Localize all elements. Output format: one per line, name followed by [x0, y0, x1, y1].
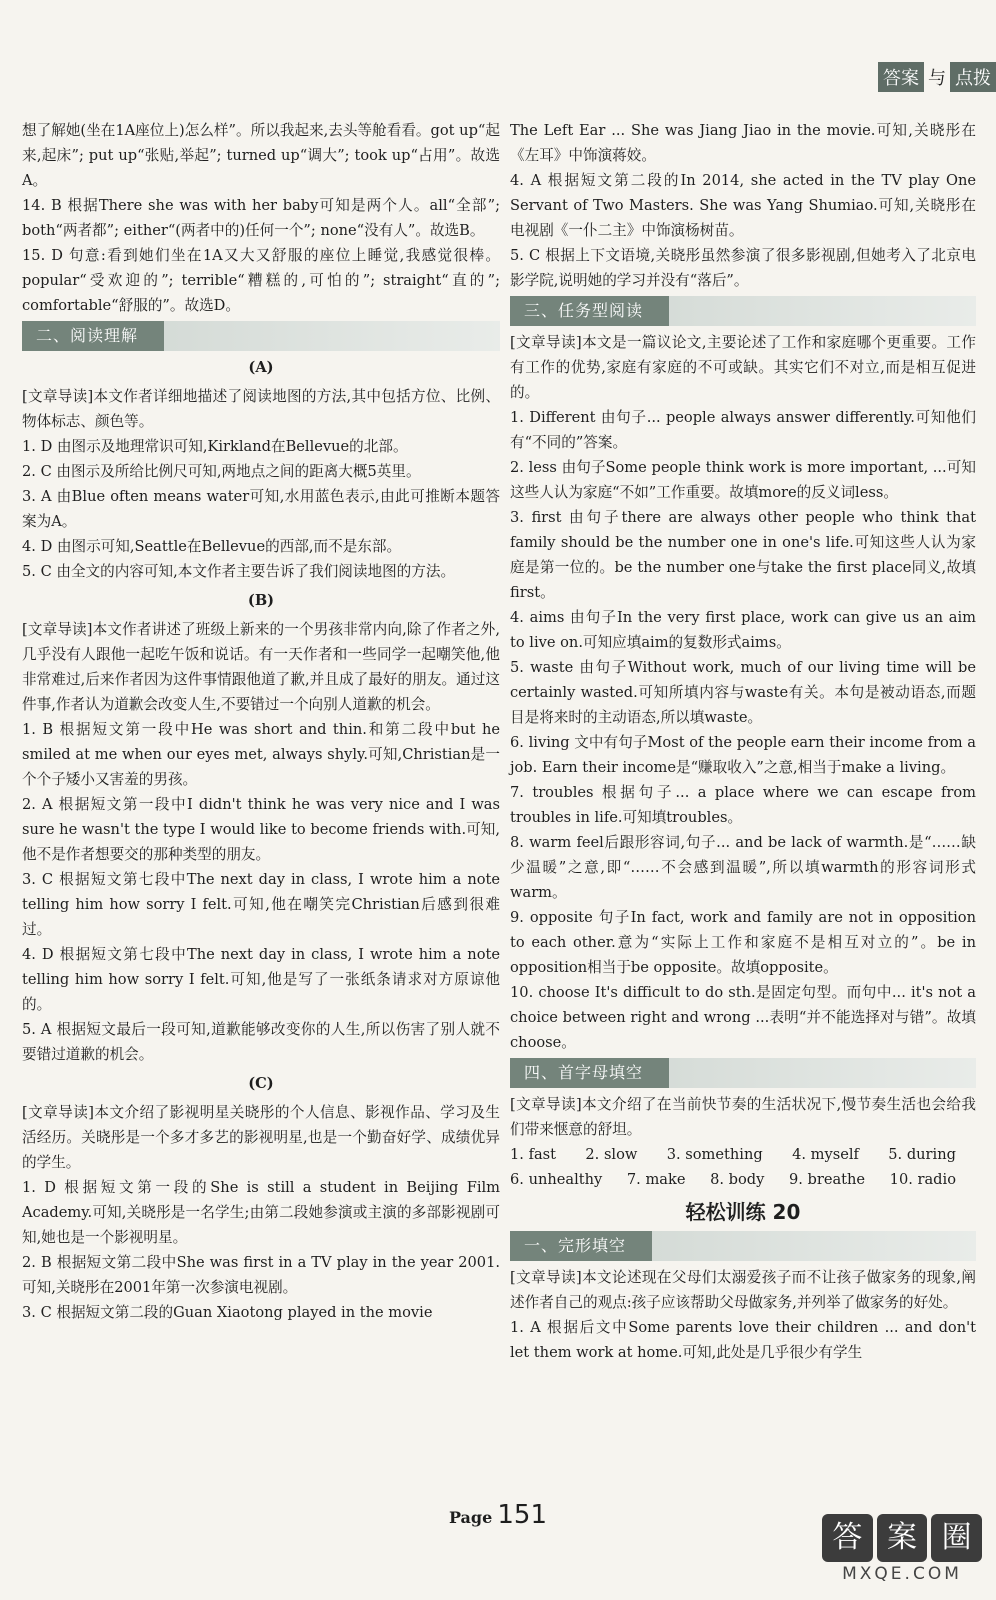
watermark-char: 案	[877, 1514, 928, 1562]
answer-item: 8. warm feel后跟形容词,句子... and be lack of warmth.是“……缺少温暖”之意,即“……不会感到温暖”,所以填warmth的形容词形式warm。	[510, 834, 976, 901]
answer-item: 5. C 根据上下文语境,关晓彤虽然参演了很多影视剧,但她考入了北京电影学院,说明她的学习并没有“落后”。	[510, 247, 976, 289]
answer-item: 6. living 文中有句子Most of the people earn their income from a job. Earn their income是“赚取收入”之意,相当于make a living。	[510, 734, 976, 776]
answer-item: 9. opposite 句子In fact, work and family are not in opposition to each other.意为“实际上工作和家庭不是相互对立的”。be in opposition相当于be opposite。故填opposite。	[510, 909, 976, 976]
section-header-reading: 二、阅读理解	[22, 321, 500, 351]
word-answer: 9. breathe	[788, 1171, 866, 1188]
header-tips: 点拨	[950, 62, 996, 92]
answer-item: 1. Different 由句子... people always answer differently.可知他们有“不同的”答案。	[510, 409, 976, 451]
watermark-logo	[822, 1514, 982, 1584]
word-answer: 1. fast	[510, 1146, 557, 1163]
word-answer: 10. radio	[889, 1171, 956, 1188]
answer-item: 5. waste 由句子Without work, much of our living time will be certainly wasted.可知所填内容与waste有关。本句是被动语态,而题目是将来时的主动语态,所以填waste。	[510, 659, 976, 726]
answer-item: 4. A 根据短文第二段的In 2014, she acted in the TV play One Servant of Two Masters. She was Yang Shumiao.可知,关晓彤在电视剧《一仆二主》中饰演杨树苗。	[510, 172, 976, 239]
subsection-b: (B)	[247, 592, 275, 609]
word-answer: 4. myself	[792, 1146, 859, 1163]
answer-item: 1. D 由图示及地理常识可知,Kirkland在Bellevue的北部。	[22, 438, 408, 455]
answer-item: 2. less 由句子Some people think work is more important, ...可知这些人认为家庭“不如”工作重要。故填more的反义词less。	[510, 459, 976, 501]
answer-item: 4. aims 由句子In the very first place, work can give us an aim to live on.可知应填aim的复数形式aims。	[510, 609, 976, 651]
answer-item: 15. D 句意:看到她们坐在1A又大又舒服的座位上睡觉,我感觉很棒。popular“受欢迎的”; terrible“糟糕的,可怕的”; straight“直的”; comfortable“舒服的”。故选D。	[22, 247, 500, 314]
page-label: Page	[448, 1508, 493, 1527]
watermark-url: MXQE.COM	[842, 1564, 962, 1584]
answer-row	[510, 1167, 976, 1192]
header-and: 与	[928, 68, 946, 89]
article-intro: [文章导读]本文介绍了影视明星关晓彤的个人信息、影视作品、学习及生活经历。关晓彤是一个多才多艺的影视明星,也是一个勤奋好学、成绩优异的学生。	[22, 1104, 500, 1171]
answer-item: 3. C 根据短文第七段中The next day in class, I wrote him a note telling him how sorry I felt.可知,他在嘲笑完Christian后感到很难过。	[22, 871, 500, 938]
answer-item: 5. C 由全文的内容可知,本文作者主要告诉了我们阅读地图的方法。	[22, 563, 456, 580]
answer-row	[510, 1142, 976, 1167]
answer-item: 14. B 根据There she was with her baby可知是两个人。all“全部”; both“两者都”; either“(两者中的)任何一个”; none“没有人”。故选B。	[22, 197, 500, 239]
answer-item: 3. first 由句子there are always other people who think that family should be the number one in one's life.可知这些人认为家庭是第一位的。be the number one与take the first place同义,故填first。	[510, 509, 976, 601]
word-answer: 3. something	[666, 1146, 763, 1163]
section-header-initial-fill: 四、首字母填空	[510, 1058, 976, 1088]
watermark-char: 圈	[931, 1514, 982, 1562]
article-intro: [文章导读]本文论述现在父母们太溺爱孩子而不让孩子做家务的现象,阐述作者自己的观点:孩子应该帮助父母做家务,并列举了做家务的好处。	[510, 1269, 976, 1311]
answer-item: 4. D 由图示可知,Seattle在Bellevue的西部,而不是东部。	[22, 538, 402, 555]
paragraph: 想了解她(坐在1A座位上)怎么样”。所以我起来,去头等舱看看。got up“起来,起床”; put up“张贴,举起”; turned up“调大”; took up“占用”。故选A。	[22, 122, 500, 189]
answer-item: 1. D 根据短文第一段的She is still a student in Beijing Film Academy.可知,关晓彤是一名学生;由第二段她参演或主演的多部影视剧可知,她也是一个影视明星。	[22, 1179, 500, 1246]
section-header-cloze: 一、完形填空	[510, 1231, 976, 1261]
answer-item: 1. A 根据后文中Some parents love their children ... and don't let them work at home.可知,此处是几乎很少有学生	[510, 1319, 976, 1361]
answer-item: 4. D 根据短文第七段中The next day in class, I wrote him a note telling him how sorry I felt.可知,他是写了一张纸条请求对方原谅他的。	[22, 946, 500, 1013]
article-intro: [文章导读]本文介绍了在当前快节奏的生活状况下,慢节奏生活也会给我们带来惬意的舒坦。	[510, 1096, 976, 1138]
word-answer: 5. during	[888, 1146, 956, 1163]
answer-item: 10. choose It's difficult to do sth.是固定句型。而句中... it's not a choice between right and wrong ...表明“并不能选择对与错”。故填choose。	[510, 984, 976, 1051]
header-answer: 答案	[878, 62, 924, 92]
header-tag	[878, 62, 996, 92]
page-number: 151	[497, 1500, 548, 1530]
word-answer: 2. slow	[585, 1146, 638, 1163]
article-intro: [文章导读]本文作者详细地描述了阅读地图的方法,其中包括方位、比例、物体标志、颜色等。	[22, 388, 500, 430]
answer-item: 3. A 由Blue often means water可知,水用蓝色表示,由此可推断本题答案为A。	[22, 488, 500, 530]
paragraph: The Left Ear ... She was Jiang Jiao in the movie.可知,关晓彤在《左耳》中饰演蒋姣。	[510, 122, 976, 164]
article-intro: [文章导读]本文作者讲述了班级上新来的一个男孩非常内向,除了作者之外,几乎没有人跟他一起吃午饭和说话。有一天作者和一些同学一起嘲笑他,他非常难过,后来作者因为这件事情跟他道了歉,并且成了最好的朋友。通过这件事,作者认为道歉会改变人生,不要错过一个向别人道歉的机会。	[22, 621, 500, 713]
word-answer: 7. make	[626, 1171, 686, 1188]
answer-item: 2. B 根据短文第二段中She was first in a TV play in the year 2001.可知,关晓彤在2001年第一次参演电视剧。	[22, 1254, 500, 1296]
article-intro: [文章导读]本文是一篇议论文,主要论述了工作和家庭哪个更重要。工作有工作的优势,家庭有家庭的不可或缺。其实它们不对立,而是相互促进的。	[510, 334, 976, 401]
left-column	[22, 118, 500, 1325]
answer-item: 1. B 根据短文第一段中He was short and thin.和第二段中but he smiled at me when our eyes met, always shyly.可知,Christian是一个个子矮小又害羞的男孩。	[22, 721, 500, 788]
answer-item: 7. troubles 根据句子... a place where we can escape from troubles in life.可知填troubles。	[510, 784, 976, 826]
section-header-task-reading: 三、任务型阅读	[510, 296, 976, 326]
answer-item: 5. A 根据短文最后一段可知,道歉能够改变你的人生,所以伤害了别人就不要错过道歉的机会。	[22, 1021, 500, 1063]
answer-item: 2. C 由图示及所给比例尺可知,两地点之间的距离大概5英里。	[22, 463, 421, 480]
word-answer: 8. body	[710, 1171, 765, 1188]
word-answer: 6. unhealthy	[510, 1171, 603, 1188]
right-column	[510, 118, 976, 1365]
subsection-a: (A)	[248, 359, 274, 376]
unit-title: 轻松训练 20	[685, 1200, 801, 1224]
subsection-c: (C)	[248, 1075, 274, 1092]
watermark-char: 答	[822, 1514, 873, 1562]
answer-item: 3. C 根据短文第二段的Guan Xiaotong played in the movie	[22, 1304, 433, 1321]
answer-item: 2. A 根据短文第一段中I didn't think he was very nice and I was sure he wasn't the type I would like to become friends with.可知,他不是作者想要交的那种类型的朋友。	[22, 796, 500, 863]
